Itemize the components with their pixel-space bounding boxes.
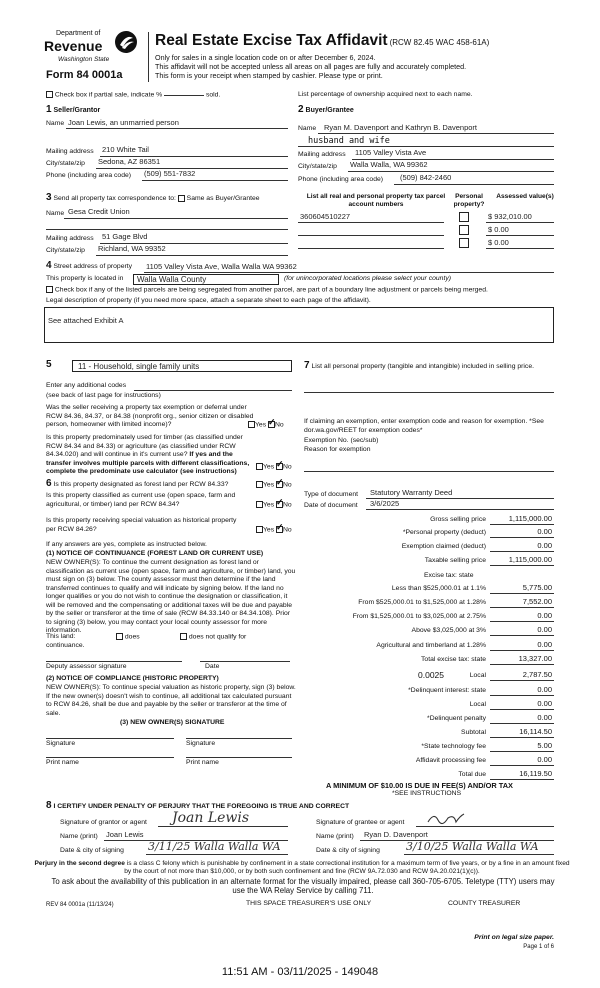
this-land-row [46,633,75,642]
grantee-name-field[interactable]: Ryan D. Davenport [364,830,428,839]
partial-sale-checkbox[interactable] [46,91,53,98]
grantor-signature[interactable]: Joan Lewis [172,810,250,826]
taxcorr-num: 3 [46,192,52,203]
header-note-3: This form is your receipt when stamped by cashier. Please type or print. [155,71,383,80]
parcel-value-2[interactable]: $ 0.00 [488,238,509,247]
county-value: Walla Walla County [137,275,207,284]
partial-sale [46,91,220,100]
tax2-label-4: *State technology fee [421,743,486,750]
buyer-heading [298,104,354,115]
buyer-city-field[interactable]: Walla Walla, WA 99362 [350,160,428,169]
sec5-q2-no: No [282,463,292,471]
segregated-checkbox[interactable] [46,286,53,293]
sec5-q2-yes-checkbox[interactable] [256,463,263,470]
local-label: Local [469,672,486,679]
county-select[interactable] [133,274,279,285]
buyer-phone-label: Phone (including area code) [298,176,384,183]
minimum-fee-note: A MINIMUM OF $10.00 IS DUE IN FEE(S) AND/OR TAX [326,781,513,790]
exemption-note: If claiming an exemption, enter exemption code and reason for exemption. *See dor.wa.gov/REET for exemption codes* [304,418,544,434]
sec5-q2-no-checkbox[interactable] [276,463,283,470]
tax-label-gross: Gross selling price [430,516,486,523]
seller-name-label: Name [46,120,65,127]
does-not-option [180,633,246,642]
bracket-label-0: Less than $525,000.01 at 1.1% [391,585,486,592]
tax2-label-5: Affidavit processing fee [415,757,486,764]
notice-compliance-title: (2) NOTICE OF COMPLIANCE (HISTORIC PROPERTY) [46,675,219,682]
taxcorr-heading [46,194,260,204]
doc-type-label: Type of document [304,491,359,498]
seller-mail-label: Mailing address [46,148,94,155]
dept-line1: Department of [56,30,101,37]
tax2-value-4[interactable]: 5.00 [537,741,552,750]
sec6-q2: Is this property classified as current use (open space, farm and agricultural, or timber) land per RCW 84.34? [46,492,236,508]
see-instructions-note: *SEE INSTRUCTIONS [392,790,462,797]
logo-swoosh-icon [114,30,138,54]
bracket-value-3[interactable]: 0.00 [537,625,552,634]
grantee-signature-scribble-icon[interactable] [426,810,466,826]
sec6-q3-yes-checkbox[interactable] [256,526,263,533]
sec7-num: 7 [304,360,310,371]
street-label: Street address of property [53,263,133,270]
tax-value-taxable[interactable]: 1,115,000.00 [508,555,552,564]
rev-label: REV 84 0001a (11/13/24) [46,902,114,908]
state-name: Washington State [58,56,110,63]
location-num: 4 [46,260,52,271]
sec6-q3-no: No [282,526,292,534]
tax2-value-3[interactable]: 16,114.50 [519,727,552,736]
alternate-format-note: To ask about the availability of this publication in an alternate format for the visually impaired, please call 360-705-6705. Teletype (TTY) users may use the WA Relay Service by calling 711. [51,877,555,895]
dept-line2: Revenue [44,38,103,54]
form-title [155,32,489,50]
land-use-code-value: 11 - Household, single family units [78,362,200,371]
this-land-label: This land: [46,633,76,640]
exemption-reason-label: Reason for exemption [304,446,371,453]
parcel-personal-checkbox-2[interactable] [459,238,469,248]
tax2-value-0[interactable]: 0.00 [537,685,552,694]
seller-city-field[interactable]: Sedona, AZ 86351 [98,157,161,166]
taxcorr-mail-label: Mailing address [46,235,94,242]
located-in-label: This property is located in [46,275,124,282]
sec6-q2-yes-checkbox[interactable] [256,501,263,508]
does-checkbox[interactable] [116,633,123,640]
local-rate[interactable]: 0.0025 [418,670,444,680]
grantor-date-label: Date & city of signing [60,847,124,854]
sec5-q1: Was the seller receiving a property tax exemption or deferral under RCW 84.36, 84.37, or 84.38 (nonprofit org., senior citizen or disabled person, homeowner with limited income)? [46,404,254,428]
deputy-signature-label: Deputy assessor signature [46,663,127,670]
sec6-q3-no-checkbox[interactable] [276,526,283,533]
grantor-date-field[interactable]: 3/11/25 Walla Walla WA [148,840,281,853]
certify-text: I CERTIFY UNDER PENALTY OF PERJURY THAT THE FOREGOING IS TRUE AND CORRECT [53,803,350,810]
owner-signature-label-2: Signature [186,740,216,747]
notice-compliance-body: NEW OWNER(S): To continue special valuation as historic property, sign (3) below. If the new owner(s) doesn't wish to continue, all additional tax calculated pursuant to RCW 84.26, shall be due and payable by the seller or transferor at the time of sale. [46,684,296,717]
exemption-no-label: Exemption No. (sec/sub) [304,437,379,444]
parcels-col-assessed: Assessed value(s) [496,193,554,200]
sec6-q1-text: Is this property designated as forest land per RCW 84.33? [53,481,229,488]
tax2-label-3: Subtotal [461,729,486,736]
parcel-personal-checkbox-1[interactable] [459,225,469,235]
seller-name-field[interactable]: Joan Lewis, an unmarried person [68,118,179,127]
grantee-sig-label: Signature of grantee or agent [316,819,405,826]
seller-mail-field[interactable]: 210 White Tail [102,145,149,154]
header-note-2: This affidavit will not be accepted unless all areas on all pages are fully and accurately completed. [155,62,467,71]
tax2-label-0: *Delinquent interest: state [408,687,486,694]
taxcorr-name-field[interactable]: Gesa Credit Union [68,207,130,216]
buyer-name-label: Name [298,125,317,132]
taxcorr-heading-label: Send all property tax correspondence to: [53,195,176,202]
parcel-value-0[interactable]: $ 932,010.00 [488,212,532,221]
seller-num: 1 [46,104,52,115]
grantee-date-label: Date & city of signing [316,847,380,854]
sec5-q1-answers [248,421,284,430]
sec6-q1-yes-checkbox[interactable] [256,481,263,488]
legal-description-box[interactable] [44,307,554,343]
sec6-q3-answers [256,526,292,535]
sec6-q2-yes: Yes [263,501,275,509]
taxcorr-city-field[interactable]: Richland, WA 99352 [98,244,166,253]
sec6-q2-no: No [282,501,292,509]
tax2-value-6[interactable]: 16,119.50 [519,769,552,778]
sec6-q1-answers [256,481,292,490]
notice-continuance-title: (1) NOTICE OF CONTINUANCE (FOREST LAND OR CURRENT USE) [46,550,264,557]
sec5-q2 [46,434,258,477]
see-back-label: (see back of last page for instructions) [46,392,161,399]
does-not-label: does not qualify for [188,633,247,641]
tax-value-exemption[interactable]: 0.00 [537,541,552,550]
form-title-text: Real Estate Excise Tax Affidavit [155,32,388,49]
grantee-date-field[interactable]: 3/10/25 Walla Walla WA [406,840,539,853]
does-not-checkbox[interactable] [180,633,187,640]
local-value[interactable]: 2,787.50 [522,670,552,679]
sec5-q1-yes: Yes [255,421,267,429]
form-number: Form 84 0001a [46,69,123,81]
sec5-q2-answers [256,463,292,472]
perjury-bold: Perjury in the second degree [34,860,125,867]
perjury-text: is a class C felony which is punishable by confinement in a state correctional institution for a maximum term of five years, or by a fine in an amount fixed by the court of not more than $10,000, or by both such confinement and fine (RCW 9A.72.030 and RCW 9A.20.021(1)(c)). [124,860,570,875]
grantor-name-field[interactable]: Joan Lewis [106,830,144,839]
tax2-value-1[interactable]: 0.00 [537,699,552,708]
tax-label-taxable: Taxable selling price [424,557,486,564]
header-note-1: Only for sales in a single location code on or after December 6, 2024. [155,53,376,62]
doc-date-label: Date of document [304,502,358,509]
does-label: does [124,633,140,641]
sec6-q2-no-checkbox[interactable] [276,501,283,508]
sec7-personal-property [304,362,554,372]
buyer-num: 2 [298,104,304,115]
legal-paper-note: Print on legal size paper. [474,934,554,941]
doc-type-field[interactable]: Statutory Warranty Deed [370,488,453,497]
sec6-note: If any answers are yes, complete as instructed below. [46,541,207,548]
same-as-buyer-checkbox[interactable] [178,195,185,202]
same-as-buyer-label: Same as Buyer/Grantee [186,195,260,202]
page-number: Page 1 of 6 [523,944,554,950]
buyer-mail-label: Mailing address [298,151,346,158]
sec6-q2-answers [256,501,292,510]
tax2-label-2: *Delinquent penalty [427,715,486,722]
tax-value-personal[interactable]: 0.00 [537,527,552,536]
sec6-q3-yes: Yes [263,526,275,534]
sec6-num: 6 [46,478,52,489]
grantee-name-label: Name (print) [316,833,354,840]
sec6-q1-no: No [282,481,292,489]
bracket-label-1: From $525,000.01 to $1,525,000 at 1.28% [358,599,486,606]
taxcorr-city-label: City/state/zip [46,247,85,254]
treasurer-use-label: THIS SPACE TREASURER'S USE ONLY [246,900,372,907]
county-treasurer-label: COUNTY TREASURER [448,900,521,907]
owner-print-label-1: Print name [46,759,79,766]
bracket-label-3: Above $3,025,000 at 3% [411,627,486,634]
legal-desc-label: Legal description of property (if you need more space, attach a separate sheet to each page of the affidavit). [46,297,371,304]
tax2-label-6: Total due [458,771,486,778]
sec5-q2-text: Is this property predominately used for timber (as classified under RCW 84.34 and 84.33) or agriculture (as classified under RCW 84.34.020) and will continue in it's current use? [46,434,243,458]
additional-codes-label: Enter any additional codes [46,382,127,389]
recording-stamp: 11:51 AM - 03/11/2025 - 149048 [221,966,379,978]
segregated-row [46,286,488,295]
owner-signature-label-1: Signature [46,740,76,747]
partial-sale-label: Check box if partial sale, indicate % [54,91,163,99]
tax-label-personal: *Personal property (deduct) [402,529,486,536]
bracket-value-5[interactable]: 13,327.00 [518,654,552,663]
parcel-personal-checkbox-0[interactable] [459,212,469,222]
street-address-row [46,262,132,272]
bracket-value-2[interactable]: 0.00 [537,611,552,620]
grantor-name-label: Name (print) [60,833,98,840]
parcel-account-0[interactable]: 360604510227 [300,212,351,221]
legal-description-text: See attached Exhibit A [48,316,124,325]
bracket-value-4[interactable]: 0.00 [537,640,552,649]
sec5-q2-bold: If yes and the transfer involves multiple parcels with different classifications, complete the predominate use calculator (see instructions) [46,451,250,475]
sec6-q1-no-checkbox[interactable] [276,481,283,488]
sec5-num: 5 [46,359,52,370]
taxcorr-mail-field[interactable]: 51 Gage Blvd [102,232,148,241]
bracket-label-4: Agricultural and timberland at 1.28% [376,642,486,649]
buyer-mail-field[interactable]: 1105 Valley Vista Ave [355,148,427,157]
sec5-q2-yes: Yes [263,463,275,471]
bracket-value-0[interactable]: 5,775.00 [522,583,552,592]
perjury-note [32,860,572,876]
list-percentage-note: List percentage of ownership acquired next to each name. [298,91,473,98]
new-owner-signature-title: (3) NEW OWNER(S) SIGNATURE [120,719,225,726]
buyer-city-label: City/state/zip [298,163,337,170]
tax2-value-2[interactable]: 0.00 [537,713,552,722]
tax-label-exemption: Exemption claimed (deduct) [401,543,486,550]
parcel-value-1[interactable]: $ 0.00 [488,225,509,234]
sec6-q1 [46,480,228,490]
parcels-col-accounts: List all real and personal property tax parcel account numbers [306,193,446,208]
sec8-num: 8 [46,800,52,811]
tax-value-gross[interactable]: 1,115,000.00 [508,514,552,523]
bracket-label-5: Total excise tax: state [421,656,486,663]
buyer-name-line2[interactable]: husband and wife [308,136,390,146]
parcels-col-personal: Personal property? [453,193,485,208]
sec6-q3: Is this property receiving special valuation as historical property per RCW 84.26? [46,517,237,533]
sec5-q1-no: No [274,421,284,429]
tax2-value-5[interactable]: 0.00 [537,755,552,764]
land-use-code-box[interactable] [72,360,292,372]
owner-print-label-2: Print name [186,759,219,766]
unincorporated-note: (for unincorporated locations please select your county) [284,275,451,282]
seller-heading-label: Seller/Grantor [53,107,101,114]
buyer-heading-label: Buyer/Grantee [305,107,354,114]
continuance-label: continuance. [46,642,85,649]
buyer-phone-field[interactable]: (509) 842-2460 [400,173,452,182]
street-address-field[interactable]: 1105 Valley Vista Ave, Walla Walla WA 99362 [146,262,297,271]
partial-sold-label: sold. [205,91,221,99]
sec5-q1-yes-checkbox[interactable] [248,421,255,428]
sec7-text: List all personal property (tangible and intangible) included in selling price. [311,363,534,370]
bracket-label-2: From $1,525,000.01 to $3,025,000 at 2.75% [352,613,486,620]
doc-date-field[interactable]: 3/6/2025 [370,499,400,508]
grantor-sig-label: Signature of grantor or agent [60,819,147,826]
deputy-date-label: Date [205,663,220,670]
seller-heading [46,104,100,115]
seller-city-label: City/state/zip [46,160,85,167]
sec6-q1-yes: Yes [263,481,275,489]
does-option [116,633,140,642]
segregated-label: Check box if any of the listed parcels are being segregated from another parcel, are part of a boundary line adjustment or parcels being merged. [54,286,488,294]
notice-continuance-body: NEW OWNER(S): To continue the current designation as forest land or classification as current use (open space, farm and agriculture, or timber) land, you must sign on (3) below. The county assessor must then determine if the land transferred continues to qualify and will indicate by signing below. If the land no longer qualifies or you do not wish to continue the designation or classification, it will be removed and the compensating or additional taxes will be due and payable by the seller or transferor at the time of sale (RCW 84.33.140 or 84.34.108). Prior to signing (3) below, you may contact your local county assessor for more information. [46,559,296,634]
bracket-value-1[interactable]: 7,552.00 [522,597,552,606]
seller-phone-label: Phone (including area code) [46,172,132,179]
buyer-name-field[interactable]: Ryan M. Davenport and Kathryn B. Davenport [324,123,477,132]
excise-state-label: Excise tax: state [424,572,474,579]
tax2-label-1: Local [469,701,486,708]
form-rcw: (RCW 82.45 WAC 458-61A) [389,38,490,47]
sec5-q1-no-checkbox[interactable] [268,421,275,428]
seller-phone-field[interactable]: (509) 551-7832 [144,169,196,178]
taxcorr-name-label: Name [46,210,65,217]
